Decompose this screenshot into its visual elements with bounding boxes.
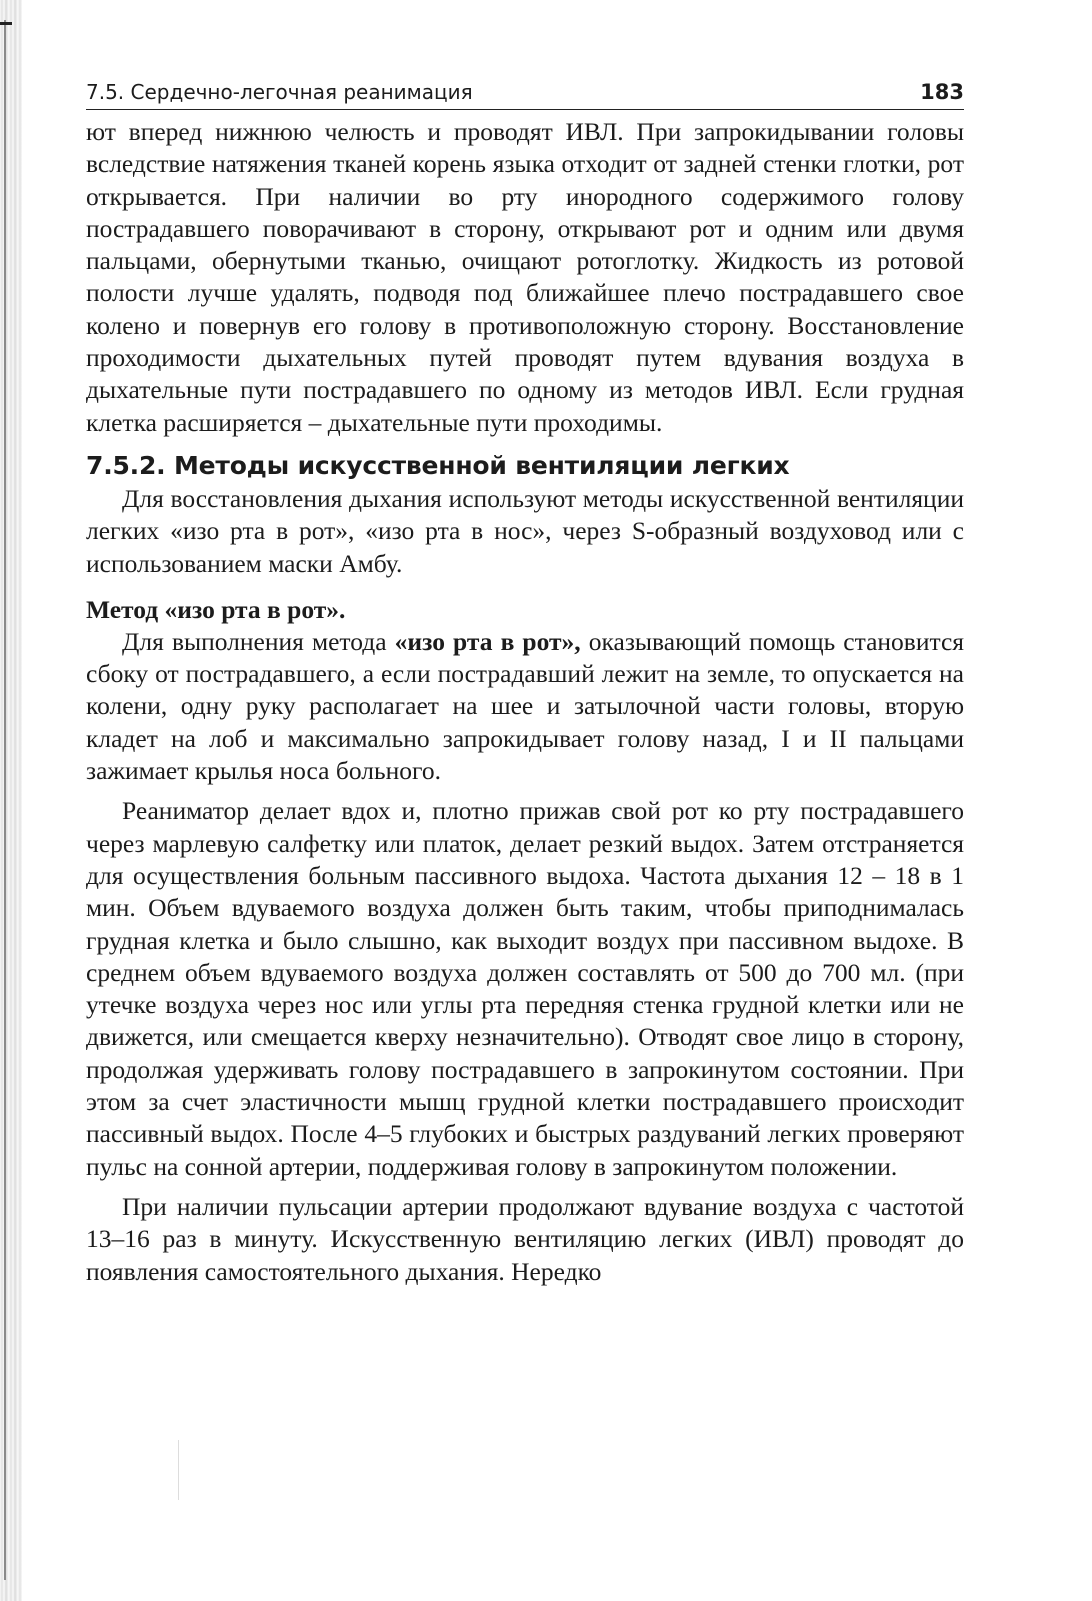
scan-binding-line (4, 20, 6, 1580)
scan-artifact-line (178, 1440, 179, 1500)
paragraph-procedure: Реаниматор делает вдох и, плотно прижав свой рот ко рту пострадавшего через марлевую салфетку или платок, делает резкий выдох. Затем отстраняется для осуществления больным пассивного выдоха. Частота дыхания 12 – 18 в 1 мин. Объем вдуваемого воздуха должен быть таким, чтобы приподнималась грудная клетка и было слышно, как выходит воздух при пассивном выдохе. В среднем объем вдуваемого воздуха должен составлять от 500 до 700 мл. (при утечке воздуха через нос или углы рта передняя стенка грудной клетки или не движется, или смещается кверху незначительно). Отводят свое лицо в сторону, продолжая удерживать голову пострадавшего в запрокинутом состоянии. При этом за счет эластичности мышц грудной клетки пострадавшего происходит пассивный выдох. После 4–5 глубоких и быстрых раздуваний легких проверяют пульс на сонной артерии, поддерживая голову в запрокинутом положении. (86, 796, 964, 1181)
running-header-section: 7.5. Сердечно-легочная реанимация (86, 80, 473, 104)
page-number: 183 (920, 80, 964, 104)
paragraph-method-rest: оказывающий помощь становится сбоку от пострадавшего, а если пострадавший лежит на земле, то опускается на колени, одну руку располагает на шее и затылочной части головы, вторую кладет на лоб и максимально запрокидывает голову назад, I и II пальцами зажимает крылья носа больного. (86, 626, 964, 786)
book-page (86, 78, 964, 1288)
paragraph-pulse: При наличии пульсации артерии продолжают вдувание воздуха с частотой 13–16 раз в минуту. Искусственную вентиляцию легких (ИВЛ) проводят до появления самостоятельного дыхания. Нередко (86, 1191, 964, 1286)
paragraph-method-description (86, 626, 964, 787)
scan-corner-mark (0, 22, 12, 25)
method-subheading: Метод «изо рта в рот». (86, 594, 346, 624)
paragraph-method-prefix: Для выполнения метода (122, 626, 395, 656)
paragraph-continuation: ют вперед нижнюю челюсть и проводят ИВЛ. При запрокидывании головы вследствие натяжения тканей корень языка отходит от задней стенки глотки, рот открывается. При наличии во рту инородного содержимого голову пострадавшего поворачивают в сторону, открывают рот и одним или двумя пальцами, обернутыми тканью, очищают ротоглотку. Жидкость из ротовой полости лучше удалять, подводя под ближайшее плечо пострадавшего свое колено и повернув его голову в противоположную сторону. Восстановление проходимости дыхательных путей проводят путем вдувания воздуха в дыхательные пути пострадавшего по одному из методов ИВЛ. Если грудная клетка расширяется – дыхательные пути проходимы. (86, 117, 964, 437)
running-header (86, 78, 964, 110)
section-heading: 7.5.2. Методы искусственной вентиляции легких (86, 450, 790, 480)
paragraph-method-bold: «изо рта в рот», (394, 626, 581, 656)
paragraph-intro: Для восстановления дыхания используют методы искусственной вентиляции легких «изо рта в рот», «изо рта в нос», через S-образный воздуховод или с использованием маски Амбу. (86, 483, 964, 578)
